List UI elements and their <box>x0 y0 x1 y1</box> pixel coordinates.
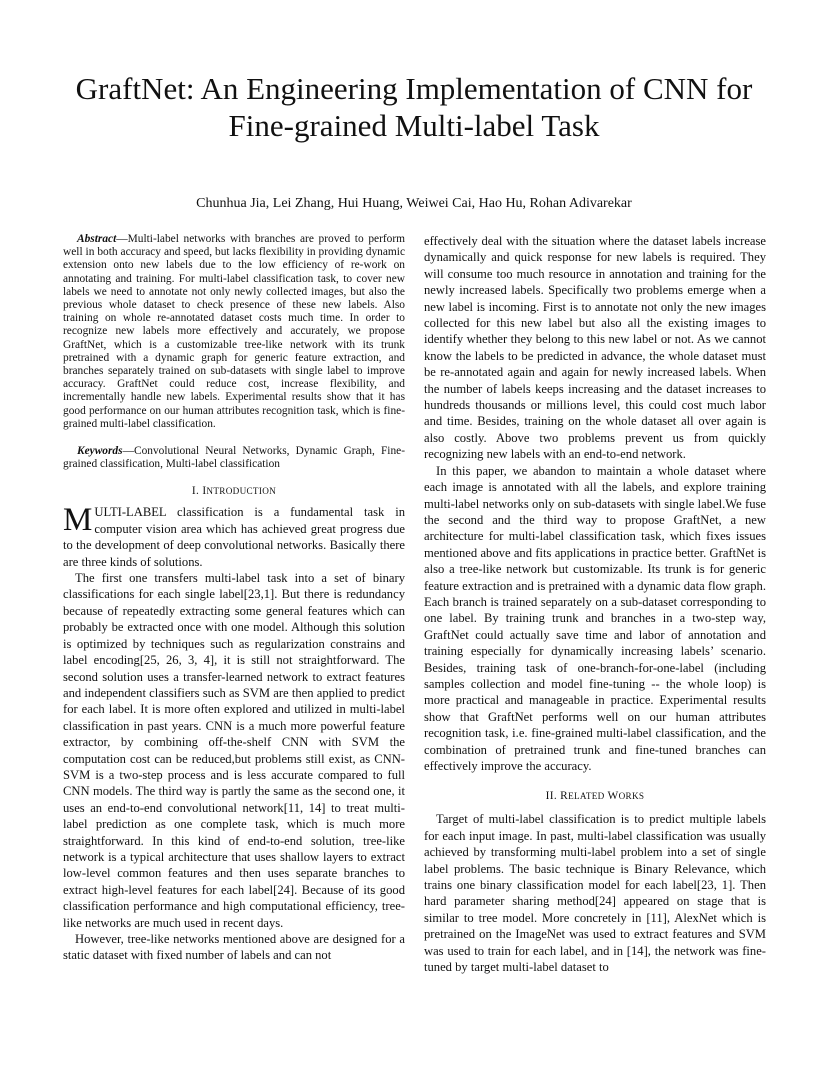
drop-cap: M <box>63 502 93 539</box>
intro-paragraph-1 <box>63 504 405 570</box>
section-title-rest: NTRODUCTION <box>206 486 277 497</box>
intro-paragraph-3: However, tree-like networks mentioned above are designed for a static dataset with fixed number of labels and can not <box>63 932 405 963</box>
intro-paragraph-1-text: ULTI-LABEL classification is a fundamental task in computer vision area which has achieved great progress due to the development of deep convolutional networks. Basically there are three kinds of solutions. <box>63 505 405 569</box>
left-column <box>63 233 405 964</box>
title-line-1: GraftNet: An Engineering Implementation of CNN for <box>75 71 753 106</box>
abstract-label: Abstract <box>77 233 117 245</box>
section-title-rest-2: ORKS <box>618 791 645 802</box>
abstract-paragraph <box>63 233 405 431</box>
section-title-rest: ELATED <box>568 791 605 802</box>
related-works-body <box>424 811 766 975</box>
section-title-initial-2: W <box>607 790 619 803</box>
section-heading-introduction <box>63 485 405 497</box>
abstract-text: —Multi-label networks with branches are proved to perform well in both accuracy and speed, but lacks flexibility in providing dynamic extension onto new labels due to the low efficiency of re-work on annotating and training. For multi-label classification task, to cover new labels we need to annotate not only newly collected images, but also the previous whole dataset to check presence of these new labels. Also training on whole re-annotated dataset costs much time. In order to recognize new labels more effectively and accurately, we propose GraftNet, which is a customizable tree-like network with its trunk pretrained with a dynamic graph for generic feature extraction, and branches separately trained on sub-datasets with single label to improve accuracy. GraftNet could reduce cost, increase flexibility, and incrementally handle new labels. Experimental results show that it has good performance on our human attributes recognition task, which is fine-grained multi-label classification. <box>63 233 405 430</box>
introduction-body <box>63 504 405 963</box>
right-column <box>424 233 766 975</box>
keywords-text: —Convolutional Neural Networks, Dynamic Graph, Fine-grained classification, Multi-label classification <box>63 445 405 471</box>
related-paragraph-1: Target of multi-label classification is to predict multiple labels for each input image. In past, multi-label classification was usually achieved by transforming multi-label problem into a set of single label problems. The basic technique is Binary Relevance, which trains one binary classification model for each label[23, 1]. Then hard parameter sharing method[24] appeared on stage that is similar to tree model. More concretely in [11], AlexNet which is pretrained on the ImageNet was used to extract features and SVM was used to train for each label, and in [14], the network was fine-tuned by target multi-label dataset to <box>424 812 766 975</box>
title-line-2: Fine-grained Multi-label Task <box>228 108 600 143</box>
section-number: I. <box>191 485 200 498</box>
author-list: Chunhua Jia, Lei Zhang, Hui Huang, Weiwei Cai, Hao Hu, Rohan Adivarekar <box>196 196 632 211</box>
section-title-initial: R <box>560 790 569 803</box>
abstract-block <box>63 233 405 471</box>
intro-paragraph-3-continued: effectively deal with the situation where the dataset labels increase dynamically and quick response for new labels is required. They will consume too much resource in annotation and training for the newly increased labels. Specifically two problems emerge when a new label is incoming. First is to annotate not only the new images collected for this new label but also all the existing images to identify whether they belong to this new label or not. As we cannot know the labels to be predicted in advance, the whole dataset must be re-annotated again and again for newly increased labels. When the number of labels keeps increasing and the dataset increases to hundreds thousands or millions level, this could cost much labor and time. Besides, training on the whole dataset all over again is also costly. Above two problems prevent us from quickly recognizing new labels with an end-to-end network. <box>424 234 766 462</box>
right-column-body <box>424 233 766 774</box>
keywords-paragraph <box>63 445 405 471</box>
keywords-label: Keywords <box>77 445 123 458</box>
intro-paragraph-2: The first one transfers multi-label task into a set of binary classifications for each single label[23,1]. But there is redundancy because of repeatedly extracting some general features which can probably be extracted once with one model. Although this solution is optimized by techniques such as regularization constrains and label encoding[25, 26, 3, 4], it is still not straightforward. The second solution uses a transfer-learned network to extract features and independent classifiers such as SVM are then applied to predict for each label. It is more often explored and utilized in multi-label classification in past years. CNN is a much more powerful feature extractor, by combining off-the-shelf CNN with SVM the computation cost can be reduced,but problems still exist, as CNN-SVM is a two-step process and is less accurate compared to full CNN models. The third way is partly the same as the second one, it uses an end-to-end convolutional network[11, 14] to treat multi-label prediction as one complete task, which is much more straightforward. In this kind of end-to-end solution, tree-like network is a typical architecture that uses shallow layers to extract low-level common features and then uses separate branches to extract high-level features for each label[24]. Because of its good classification performance and high computational efficiency, tree-like networks are much used in recent days. <box>63 571 405 930</box>
section-title-initial: I <box>202 485 207 498</box>
paper-title <box>40 70 788 144</box>
intro-paragraph-4: In this paper, we abandon to maintain a whole dataset where each image is annotated with all the labels, and explore training multi-label networks only on sub-datasets with single label.We fuse the second and the third way to propose GraftNet, a new architecture for multi-label classification task, which fixes issues mentioned above and fits applications in practice better. GraftNet is also a tree-like network but customizable. Its trunk is for generic feature extraction and is pretrained with a dynamic data flow graph. Each branch is trained separately on a sub-dataset corresponding to one label. By training trunk and branches in a two-step way, GraftNet could actually save time and labor of annotation and training especially for dynamically increasing labels’ scenario. Besides, training task of one-branch-for-one-label (including samples collection and model fine-tuning -- the whole loop) is more practical and manageable in practice. Experimental results show that GraftNet performs well on our human attributes recognition task, i.e. fine-grained multi-label classification, and the combination of pretrained trunk and fine-tuned branches can effectively improve the accuracy. <box>424 463 766 773</box>
section-heading-related-works <box>424 790 766 802</box>
section-number: II. <box>545 790 558 803</box>
